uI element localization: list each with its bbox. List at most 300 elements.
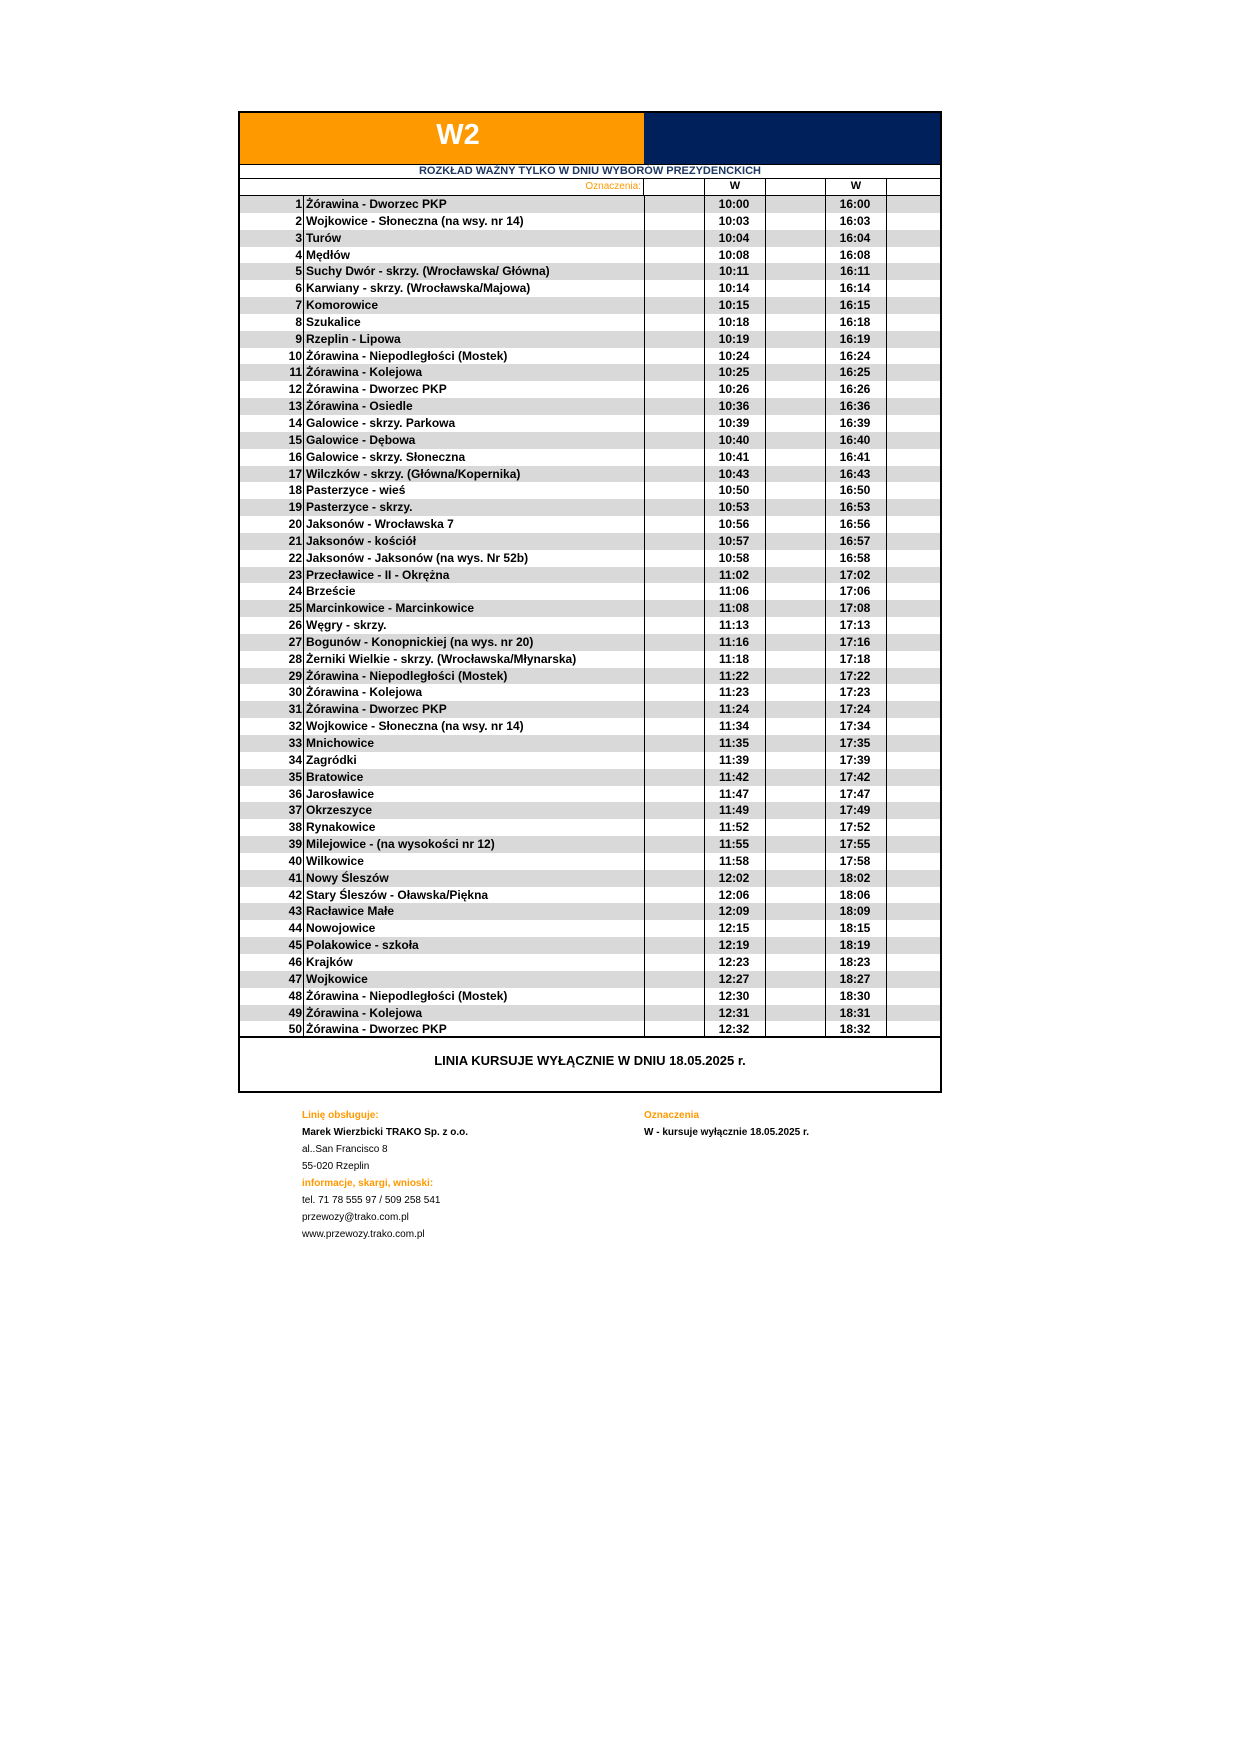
column-divider (704, 567, 705, 584)
column-divider (644, 718, 645, 735)
departure-time-2: 18:27 (839, 971, 871, 986)
stop-name: Przecławice - II - Okrężna (303, 567, 646, 584)
service-notice: LINIA KURSUJE WYŁĄCZNIE W DNIU 18.05.2025 r. (240, 1036, 940, 1091)
column-divider (644, 600, 645, 617)
column-divider (704, 516, 705, 533)
departure-time-1: 10:14 (718, 281, 750, 296)
column-divider (704, 853, 705, 870)
column-divider (704, 786, 705, 803)
stop-number: 48 (288, 988, 302, 1003)
column-divider (825, 802, 826, 819)
table-row (240, 954, 940, 971)
timetable-subtitle: ROZKŁAD WAŻNY TYLKO W DNIU WYBORÓW PREZYDENCKICH (240, 164, 940, 179)
column-header-row (240, 179, 940, 196)
legend-info (644, 1107, 944, 1141)
column-divider (886, 516, 887, 533)
column-divider (765, 954, 766, 971)
column-divider (644, 381, 645, 398)
stop-number: 39 (288, 837, 302, 852)
column-divider (765, 735, 766, 752)
stop-name: Rynakowice (303, 819, 646, 836)
column-divider (644, 449, 645, 466)
stop-name: Suchy Dwór - skrzy. (Wrocławska/ Główna) (303, 263, 646, 280)
column-divider (886, 988, 887, 1005)
departure-time-1: 12:06 (718, 887, 750, 902)
column-divider (825, 247, 826, 264)
column-divider (765, 196, 766, 213)
departure-time-1: 11:24 (718, 702, 750, 717)
column-divider (886, 263, 887, 280)
column-divider (765, 684, 766, 701)
column-divider (644, 836, 645, 853)
operator-phone: tel. 71 78 555 97 / 509 258 541 (302, 1195, 441, 1206)
table-row (240, 297, 940, 314)
column-divider (704, 499, 705, 516)
departure-time-1: 10:08 (718, 247, 750, 262)
column-divider (886, 583, 887, 600)
column-divider (886, 752, 887, 769)
column-divider (825, 499, 826, 516)
column-divider (765, 971, 766, 988)
stop-name: Turów (303, 230, 646, 247)
column-divider (825, 651, 826, 668)
stop-name: Mnichowice (303, 735, 646, 752)
stop-number: 35 (288, 769, 302, 784)
table-row (240, 819, 940, 836)
departure-time-2: 16:58 (839, 550, 871, 565)
departure-time-1: 11:02 (718, 567, 750, 582)
stop-name: Żórawina - Dworzec PKP (303, 701, 646, 718)
column-divider (704, 381, 705, 398)
stop-name: Żórawina - Dworzec PKP (303, 381, 646, 398)
stop-number: 21 (288, 533, 302, 548)
table-row (240, 482, 940, 499)
stops-table (240, 196, 940, 1038)
departure-time-2: 17:47 (839, 786, 871, 801)
column-divider (704, 213, 705, 230)
departure-time-1: 11:58 (718, 853, 750, 868)
departure-time-1: 10:56 (718, 517, 750, 532)
departure-time-2: 16:15 (839, 298, 871, 313)
table-row (240, 263, 940, 280)
column-divider (825, 718, 826, 735)
column-divider (765, 786, 766, 803)
column-divider (644, 398, 645, 415)
column-divider (704, 583, 705, 600)
departure-time-1: 11:13 (718, 618, 750, 633)
column-divider (886, 432, 887, 449)
stop-name: Krajków (303, 954, 646, 971)
departure-time-2: 18:19 (839, 938, 871, 953)
column-divider (765, 533, 766, 550)
table-row (240, 280, 940, 297)
table-row (240, 870, 940, 887)
table-row (240, 988, 940, 1005)
departure-time-2: 17:49 (839, 803, 871, 818)
stop-name: Żórawina - Kolejowa (303, 1005, 646, 1022)
column-divider (886, 280, 887, 297)
table-row (240, 836, 940, 853)
column-divider (644, 651, 645, 668)
departure-time-2: 16:36 (839, 399, 871, 414)
column-divider (704, 920, 705, 937)
stop-number: 28 (288, 651, 302, 666)
stop-name: Bratowice (303, 769, 646, 786)
table-row (240, 718, 940, 735)
stop-name: Żórawina - Niepodległości (Mostek) (303, 988, 646, 1005)
departure-time-1: 10:25 (718, 365, 750, 380)
column-divider (765, 466, 766, 483)
departure-time-1: 10:58 (718, 550, 750, 565)
column-divider (825, 836, 826, 853)
table-row (240, 213, 940, 230)
departure-time-1: 11:39 (718, 752, 750, 767)
column-divider (765, 432, 766, 449)
stop-name: Racławice Małe (303, 903, 646, 920)
stop-name: Okrzeszyce (303, 802, 646, 819)
column-divider (704, 331, 705, 348)
table-row (240, 920, 940, 937)
column-divider (825, 954, 826, 971)
column-divider (704, 651, 705, 668)
departure-time-1: 11:08 (718, 601, 750, 616)
departure-time-1: 12:02 (718, 870, 750, 885)
departure-time-1: 10:57 (718, 533, 750, 548)
departure-time-2: 16:41 (839, 449, 871, 464)
operator-street: al..San Francisco 8 (302, 1144, 388, 1155)
column-divider (886, 1005, 887, 1022)
column-divider (886, 415, 887, 432)
column-divider (765, 230, 766, 247)
stop-number: 50 (288, 1022, 302, 1037)
departure-time-1: 10:24 (718, 348, 750, 363)
column-divider (704, 297, 705, 314)
departure-time-2: 17:18 (839, 651, 871, 666)
column-divider (825, 196, 826, 213)
column-divider (886, 684, 887, 701)
stop-name: Nowy Śleszów (303, 870, 646, 887)
column-divider (644, 617, 645, 634)
departure-time-2: 16:50 (839, 483, 871, 498)
departure-time-2: 17:02 (839, 567, 871, 582)
stop-number: 25 (288, 601, 302, 616)
column-divider (704, 247, 705, 264)
stop-name: Żórawina - Dworzec PKP (303, 196, 646, 213)
stop-name: Galowice - skrzy. Parkowa (303, 415, 646, 432)
column-divider (644, 887, 645, 904)
column-divider (765, 516, 766, 533)
column-divider (825, 971, 826, 988)
departure-time-1: 11:23 (718, 685, 750, 700)
column-divider (886, 836, 887, 853)
table-row (240, 398, 940, 415)
departure-time-2: 16:11 (839, 264, 871, 279)
column-divider (825, 567, 826, 584)
table-row (240, 567, 940, 584)
departure-time-2: 17:24 (839, 702, 871, 717)
column-divider (644, 1005, 645, 1022)
column-divider (704, 449, 705, 466)
operator-www: www.przewozy.trako.com.pl (302, 1229, 425, 1240)
stop-number: 3 (295, 230, 302, 245)
column-divider (704, 752, 705, 769)
stop-name: Żórawina - Kolejowa (303, 684, 646, 701)
column-divider (825, 684, 826, 701)
column-divider (704, 701, 705, 718)
column-divider (765, 752, 766, 769)
stop-name: Wojkowice - Słoneczna (na wsy. nr 14) (303, 718, 646, 735)
stop-name: Żórawina - Kolejowa (303, 364, 646, 381)
table-row (240, 499, 940, 516)
departure-time-1: 11:34 (718, 719, 750, 734)
column-divider (825, 550, 826, 567)
stop-number: 32 (288, 719, 302, 734)
column-divider (825, 466, 826, 483)
table-row (240, 600, 940, 617)
operator-name: Marek Wierzbicki TRAKO Sp. z o.o. (302, 1127, 469, 1138)
column-divider (825, 263, 826, 280)
column-divider (765, 449, 766, 466)
stop-name: Wojkowice (303, 971, 646, 988)
column-divider (644, 769, 645, 786)
column-divider (644, 364, 645, 381)
column-divider (765, 297, 766, 314)
stop-name: Bogunów - Konopnickiej (na wys. nr 20) (303, 634, 646, 651)
timetable-sheet (238, 111, 942, 1093)
column-divider (886, 937, 887, 954)
stop-name: Pasterzyce - wieś (303, 482, 646, 499)
departure-time-2: 18:32 (839, 1022, 871, 1037)
column-divider (704, 1005, 705, 1022)
column-divider (886, 701, 887, 718)
stop-number: 37 (288, 803, 302, 818)
stop-name: Żórawina - Dworzec PKP (303, 1021, 646, 1038)
column-divider (886, 550, 887, 567)
column-divider (644, 988, 645, 1005)
column-divider (765, 348, 766, 365)
column-divider (644, 583, 645, 600)
column-divider (704, 684, 705, 701)
departure-time-2: 16:19 (839, 331, 871, 346)
column-divider (886, 314, 887, 331)
stop-number: 49 (288, 1005, 302, 1020)
column-divider (644, 786, 645, 803)
stop-name: Stary Śleszów - Oławska/Piękna (303, 887, 646, 904)
stop-number: 20 (288, 517, 302, 532)
stop-number: 40 (288, 853, 302, 868)
departure-time-1: 11:18 (718, 651, 750, 666)
stop-number: 16 (288, 449, 302, 464)
column-divider (886, 230, 887, 247)
column-divider (704, 196, 705, 213)
column-divider (765, 651, 766, 668)
departure-time-1: 11:55 (718, 837, 750, 852)
column-divider (825, 988, 826, 1005)
column-divider (825, 1005, 826, 1022)
table-row (240, 802, 940, 819)
departure-time-2: 17:06 (839, 584, 871, 599)
departure-time-1: 10:03 (718, 213, 750, 228)
stop-number: 2 (295, 213, 302, 228)
departure-time-2: 18:09 (839, 904, 871, 919)
column-divider (886, 196, 887, 213)
column-divider (704, 466, 705, 483)
stop-number: 4 (295, 247, 302, 262)
column-divider (644, 499, 645, 516)
column-divider (825, 853, 826, 870)
table-row (240, 247, 940, 264)
column-divider (704, 954, 705, 971)
column-divider (704, 348, 705, 365)
stop-name: Zagródki (303, 752, 646, 769)
column-divider (825, 634, 826, 651)
column-divider (765, 870, 766, 887)
departure-time-2: 17:34 (839, 719, 871, 734)
legend-heading: Oznaczenia (644, 1110, 700, 1121)
column-divider (644, 668, 645, 685)
column-divider (704, 937, 705, 954)
stop-number: 38 (288, 820, 302, 835)
stop-name: Brzeście (303, 583, 646, 600)
stop-name: Wilkowice (303, 853, 646, 870)
departure-time-1: 10:43 (718, 466, 750, 481)
column-divider (886, 802, 887, 819)
stop-number: 26 (288, 618, 302, 633)
column-divider (704, 280, 705, 297)
column-divider (825, 415, 826, 432)
column-divider (765, 853, 766, 870)
stop-number: 8 (295, 314, 302, 329)
column-divider (886, 297, 887, 314)
stop-number: 18 (288, 483, 302, 498)
column-divider (644, 853, 645, 870)
table-row (240, 1005, 940, 1022)
column-divider (886, 499, 887, 516)
stop-number: 47 (288, 971, 302, 986)
departure-time-1: 12:09 (718, 904, 750, 919)
column-divider (886, 213, 887, 230)
column-divider (704, 617, 705, 634)
departure-time-1: 10:15 (718, 298, 750, 313)
column-divider (886, 247, 887, 264)
stop-number: 15 (288, 432, 302, 447)
column-divider (644, 684, 645, 701)
departure-time-1: 12:27 (718, 971, 750, 986)
operator-city: 55-020 Rzeplin (302, 1161, 370, 1172)
column-divider (704, 903, 705, 920)
departure-time-2: 16:00 (839, 197, 871, 211)
departure-time-1: 11:22 (718, 668, 750, 683)
column-divider (825, 937, 826, 954)
departure-time-1: 11:42 (718, 769, 750, 784)
departure-time-2: 18:30 (839, 988, 871, 1003)
column-divider (644, 213, 645, 230)
table-row (240, 196, 940, 213)
column-divider (825, 381, 826, 398)
column-divider (704, 432, 705, 449)
column-divider (886, 634, 887, 651)
stop-name: Jarosławice (303, 786, 646, 803)
column-divider (644, 263, 645, 280)
column-divider (704, 600, 705, 617)
stop-number: 23 (288, 567, 302, 582)
stop-number: 44 (288, 921, 302, 936)
departure-time-1: 11:35 (718, 736, 750, 750)
line-header-orange (240, 113, 644, 164)
column-divider (765, 550, 766, 567)
column-divider (765, 263, 766, 280)
column-divider (704, 802, 705, 819)
column-divider (886, 600, 887, 617)
table-row (240, 735, 940, 752)
departure-time-2: 16:39 (839, 415, 871, 430)
stop-number: 22 (288, 550, 302, 565)
departure-time-2: 18:02 (839, 870, 871, 885)
column-divider (825, 819, 826, 836)
departure-time-2: 16:25 (839, 365, 871, 380)
column-divider (704, 263, 705, 280)
departure-time-2: 16:57 (839, 533, 871, 548)
column-divider (704, 870, 705, 887)
column-divider (765, 718, 766, 735)
line-header-navy (644, 113, 940, 164)
departure-time-2: 17:52 (839, 820, 871, 835)
column-divider (644, 482, 645, 499)
departure-time-2: 18:15 (839, 921, 871, 936)
column-divider (825, 903, 826, 920)
stop-number: 11 (289, 365, 302, 380)
column-divider (765, 819, 766, 836)
stop-name: Pasterzyce - skrzy. (303, 499, 646, 516)
column-divider (886, 735, 887, 752)
column-divider (644, 802, 645, 819)
stop-number: 9 (295, 331, 302, 346)
column-divider (644, 971, 645, 988)
column-divider (644, 348, 645, 365)
stop-number: 33 (288, 736, 302, 750)
stop-number: 29 (288, 668, 302, 683)
departure-time-1: 11:52 (718, 820, 750, 835)
stop-name: Milejowice - (na wysokości nr 12) (303, 836, 646, 853)
column-divider (644, 920, 645, 937)
table-row (240, 466, 940, 483)
departure-time-1: 12:31 (718, 1005, 750, 1020)
column-divider (704, 634, 705, 651)
column-divider (765, 937, 766, 954)
stop-name: Galowice - Dębowa (303, 432, 646, 449)
stop-name: Żórawina - Niepodległości (Mostek) (303, 668, 646, 685)
stop-name: Żórawina - Osiedle (303, 398, 646, 415)
column-mark-1: W (704, 179, 766, 195)
departure-time-1: 11:47 (718, 786, 750, 801)
table-row (240, 651, 940, 668)
departure-time-1: 10:11 (718, 264, 750, 279)
column-divider (825, 600, 826, 617)
column-divider (825, 769, 826, 786)
stop-name: Jaksonów - Wrocławska 7 (303, 516, 646, 533)
column-divider (644, 937, 645, 954)
departure-time-2: 16:08 (839, 247, 871, 262)
column-divider (765, 988, 766, 1005)
stop-number: 34 (288, 752, 302, 767)
column-divider (644, 752, 645, 769)
departure-time-2: 16:18 (839, 314, 871, 329)
column-divider (825, 516, 826, 533)
departure-time-2: 17:55 (839, 837, 871, 852)
stop-number: 6 (295, 281, 302, 296)
stop-number: 12 (288, 382, 302, 397)
stop-name: Nowojowice (303, 920, 646, 937)
